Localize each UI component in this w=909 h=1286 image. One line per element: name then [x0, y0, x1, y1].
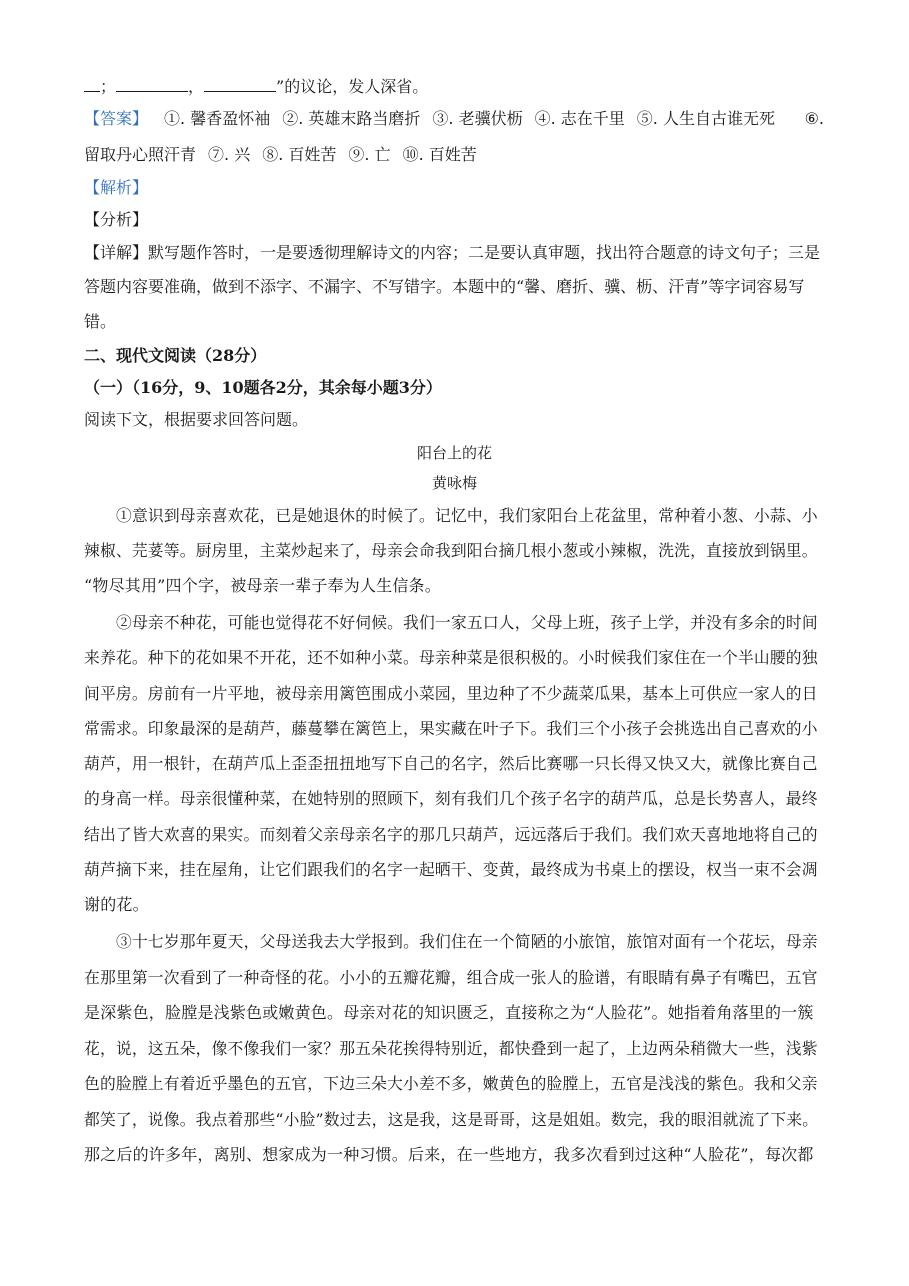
article-line-3: “物尽其用”四个字，被母亲一辈子奉为人生信条。 — [84, 576, 441, 595]
answer-item-2: ②. 英雄末路当磨折 — [282, 109, 421, 128]
answer-item-6-number: ⑥. — [804, 109, 824, 128]
article-line-1: ①意识到母亲喜欢花，已是她退休的时候了。记忆中，我们家阳台上花盆里，常种着小葱、小蒜、小 — [116, 506, 818, 525]
answer-item-3: ③. 老骥伏枥 — [432, 109, 523, 128]
article-line-7: 常需求。印象最深的是葫芦，藤蔓攀在篱笆上，果实藏在叶子下。我们三个小孩子会挑选出自己喜欢的小 — [84, 719, 818, 738]
article-line-16: 花，说，这五朵，像不像我们一家？那五朵花挨得特别近，都快叠到一起了，上边两朵稍微大一些，浅紫 — [84, 1039, 818, 1058]
article-line-19: 那之后的许多年，离别、想家成为一种习惯。后来，在一些地方，我多次看到过这种“人脸花”，每次都 — [84, 1145, 814, 1164]
answer-item-10: ⑩. 百姓苦 — [402, 145, 477, 164]
fill-line-tail: ”的议论，发人深省。 — [276, 77, 429, 96]
instruction: 阅读下文，根据要求回答问题。 — [84, 410, 309, 429]
article-line-13: ③十七岁那年夏天，父母送我去大学报到。我们住在一个简陋的小旅馆，旅馆对面有一个花坛，母亲 — [116, 932, 818, 951]
separator-comma: ， — [188, 77, 205, 96]
article-line-17: 色的脸膛上有着近乎墨色的五官，下边三朵大小差不多，嫩黄色的脸膛上，五官是浅浅的紫色。我和父亲 — [84, 1074, 818, 1093]
article-line-18: 都笑了，说像。我点着那些“小脸”数过去，这是我，这是哥哥，这是姐姐。数完，我的眼泪就流了下来。 — [84, 1110, 819, 1129]
article-line-9: 的身高一样。母亲很懂种菜，在她特别的照顾下，刻有我们几个孩子名字的葫芦瓜，总是长势喜人，最终 — [84, 789, 818, 808]
article-title: 阳台上的花 — [416, 444, 492, 462]
answer-line-2 — [84, 145, 824, 165]
answer-item-5: ⑤. 人生自古谁无死 — [636, 109, 775, 128]
answer-item-4: ④. 志在千里 — [534, 109, 625, 128]
separator-semicolon: ； — [100, 77, 117, 96]
article-line-14: 在那里第一次看到了一种奇怪的花。小小的五瓣花瓣，组合成一张人的脸谱，有眼睛有鼻子有嘴巴，五官 — [84, 968, 818, 987]
article-line-8: 葫芦，用一根针，在葫芦瓜上歪歪扭扭地写下自己的名字，然后比赛哪一只长得又快又大，就像比赛自己 — [84, 754, 818, 773]
fill-in-line — [84, 76, 824, 97]
blank-1 — [84, 76, 100, 92]
article-line-4: ②母亲不种花，可能也觉得花不好伺候。我们一家五口人，父母上班，孩子上学，并没有多余的时间 — [116, 613, 818, 632]
answer-item-7: ⑦. 兴 — [208, 145, 251, 164]
article-line-12: 谢的花。 — [84, 895, 149, 914]
article-line-15: 是深紫色，脸膛是浅紫色或嫩黄色。母亲对花的知识匮乏，直接称之为“人脸花”。她指着角落里的一簇 — [84, 1003, 814, 1022]
answer-item-9: ⑨. 亡 — [348, 145, 391, 164]
answer-item-1: ①. 馨香盈怀袖 — [164, 109, 271, 128]
detail-line-3: 错。 — [84, 312, 117, 331]
fenxi-tag: 【分析】 — [84, 210, 149, 229]
blank-2 — [116, 76, 188, 92]
answer-item-6-text: 留取丹心照汗青 — [84, 145, 197, 164]
answer-line — [84, 109, 824, 129]
subsection-title: （一）（16分，9、10题各2分，其余每小题3分） — [84, 378, 442, 397]
article-line-10: 结出了皆大欢喜的果实。而刻着父亲母亲名字的那几只葫芦，远远落后于我们。我们欢天喜地地将自己的 — [84, 825, 818, 844]
article-author: 黄咏梅 — [431, 474, 477, 492]
article-line-6: 间平房。房前有一片平地，被母亲用篱笆围成小菜园，里边种了不少蔬菜瓜果，基本上可供应一家人的日 — [84, 684, 818, 703]
article-line-5: 来养花。种下的花如果不开花，还不如种小菜。母亲种菜是很积极的。小时候我们家住在一个半山腰的独 — [84, 648, 818, 667]
blank-3 — [204, 76, 276, 92]
detail-line-2: 答题内容要准确，做到不添字、不漏字、不写错字。本题中的“馨、磨折、骥、枥、汗青”等字词容易写 — [84, 277, 805, 296]
answer-tag: 【答案】 — [84, 109, 149, 128]
section-title: 二、现代文阅读（28分） — [84, 346, 267, 365]
article-line-11: 葫芦摘下来，挂在屋角，让它们跟我们的名字一起晒干、变黄，最终成为书桌上的摆设，权当一束不会凋 — [84, 860, 818, 879]
article-line-2: 辣椒、芫荽等。厨房里，主菜炒起来了，母亲会命我到阳台摘几根小葱或小辣椒，洗洗，直接放到锅里。 — [84, 541, 818, 560]
analysis-tag: 【解析】 — [84, 178, 149, 197]
answer-item-8: ⑧. 百姓苦 — [262, 145, 337, 164]
detail-line-1: 【详解】默写题作答时，一是要透彻理解诗文的内容；二是要认真审题，找出符合题意的诗文句子；三是 — [84, 243, 821, 262]
